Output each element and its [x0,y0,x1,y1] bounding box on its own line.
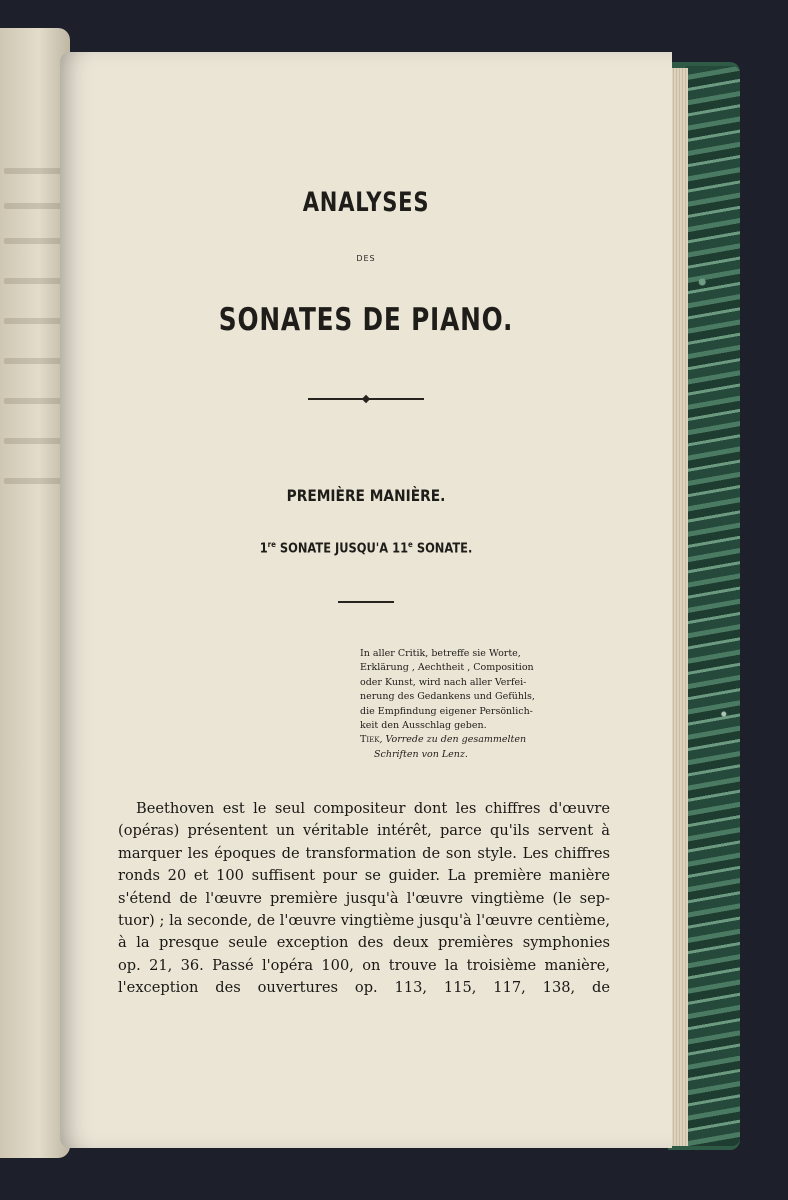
body-line: tuor) ; la seconde, de l'œuvre vingtième jusqu'à l'œuvre centième, [118,912,610,930]
title-connector: DES [356,254,376,263]
epigraph-source-2: Schriften von Lenz. [374,748,468,760]
bleed-through-line [4,398,62,404]
subtitle-num-end: 11 [392,541,409,557]
body-line: op. 21, 36. Passé l'opéra 100, on trouve la troisième manière, [118,956,610,974]
bleed-through-line [4,438,62,444]
ornamental-divider [308,396,424,402]
bleed-through-line [4,358,62,364]
epigraph-line: oder Kunst, wird nach aller Verfei- [360,676,527,688]
body-line: marquer les époques de transformation de son style. Les chiffres [118,844,610,862]
epigraph-line: Erklärung , Aechtheit , Composition [360,662,534,674]
body-line: à la presque seule exception des deux premières symphonies [118,934,610,952]
subtitle-middle: SONATE JUSQU'A [275,541,393,557]
body-line: ronds 20 et 100 suffisent pour se guider. La première manière [118,867,610,885]
body-line: Beethoven est le seul compositeur dont les chiffres d'œuvre [136,800,610,817]
bleed-through-line [4,168,62,174]
main-title-analyses: ANALYSES [302,187,430,218]
epigraph-line: die Empfindung eigener Persönlich- [360,705,533,717]
section-title: PREMIÈRE MANIÈRE. [286,486,446,505]
subtitle-sup-start: re [267,540,276,549]
body-line: l'exception des ouvertures op. 113, 115, 117, 138, de [118,979,610,997]
epigraph-line: nerung des Gedankens und Gefühls, [360,691,535,703]
bleed-through-line [4,278,62,284]
epigraph-source-1: , Vorrede zu den gesammelten [379,734,527,746]
bleed-through-line [4,203,62,209]
marbled-pattern [686,66,740,1146]
subtitle-end: SONATE. [412,541,473,557]
bleed-through-line [4,238,62,244]
epigraph-author: Tiek [360,734,380,746]
bleed-through-line [4,318,62,324]
subtitle-num-start: 1 [259,541,268,557]
body-line: (opéras) présentent un véritable intérêt, parce qu'ils servent à [118,822,610,840]
epigraph-line: In aller Critik, betreffe sie Worte, [360,648,521,659]
short-divider-rule [338,601,394,603]
bleed-through-line [4,478,62,484]
subtitle-sup-end: e [408,540,413,549]
epigraph-quote [360,647,548,762]
section-subtitle [97,540,636,556]
epigraph-line: keit den Ausschlag geben. [360,720,487,732]
epigraph-attribution [360,733,548,747]
body-paragraph [118,798,610,1000]
main-title-sonates: SONATES DE PIANO. [218,302,514,338]
book-page [60,52,672,1148]
body-line: s'étend de l'œuvre première jusqu'à l'œuvre vingtième (le sep- [118,889,610,907]
